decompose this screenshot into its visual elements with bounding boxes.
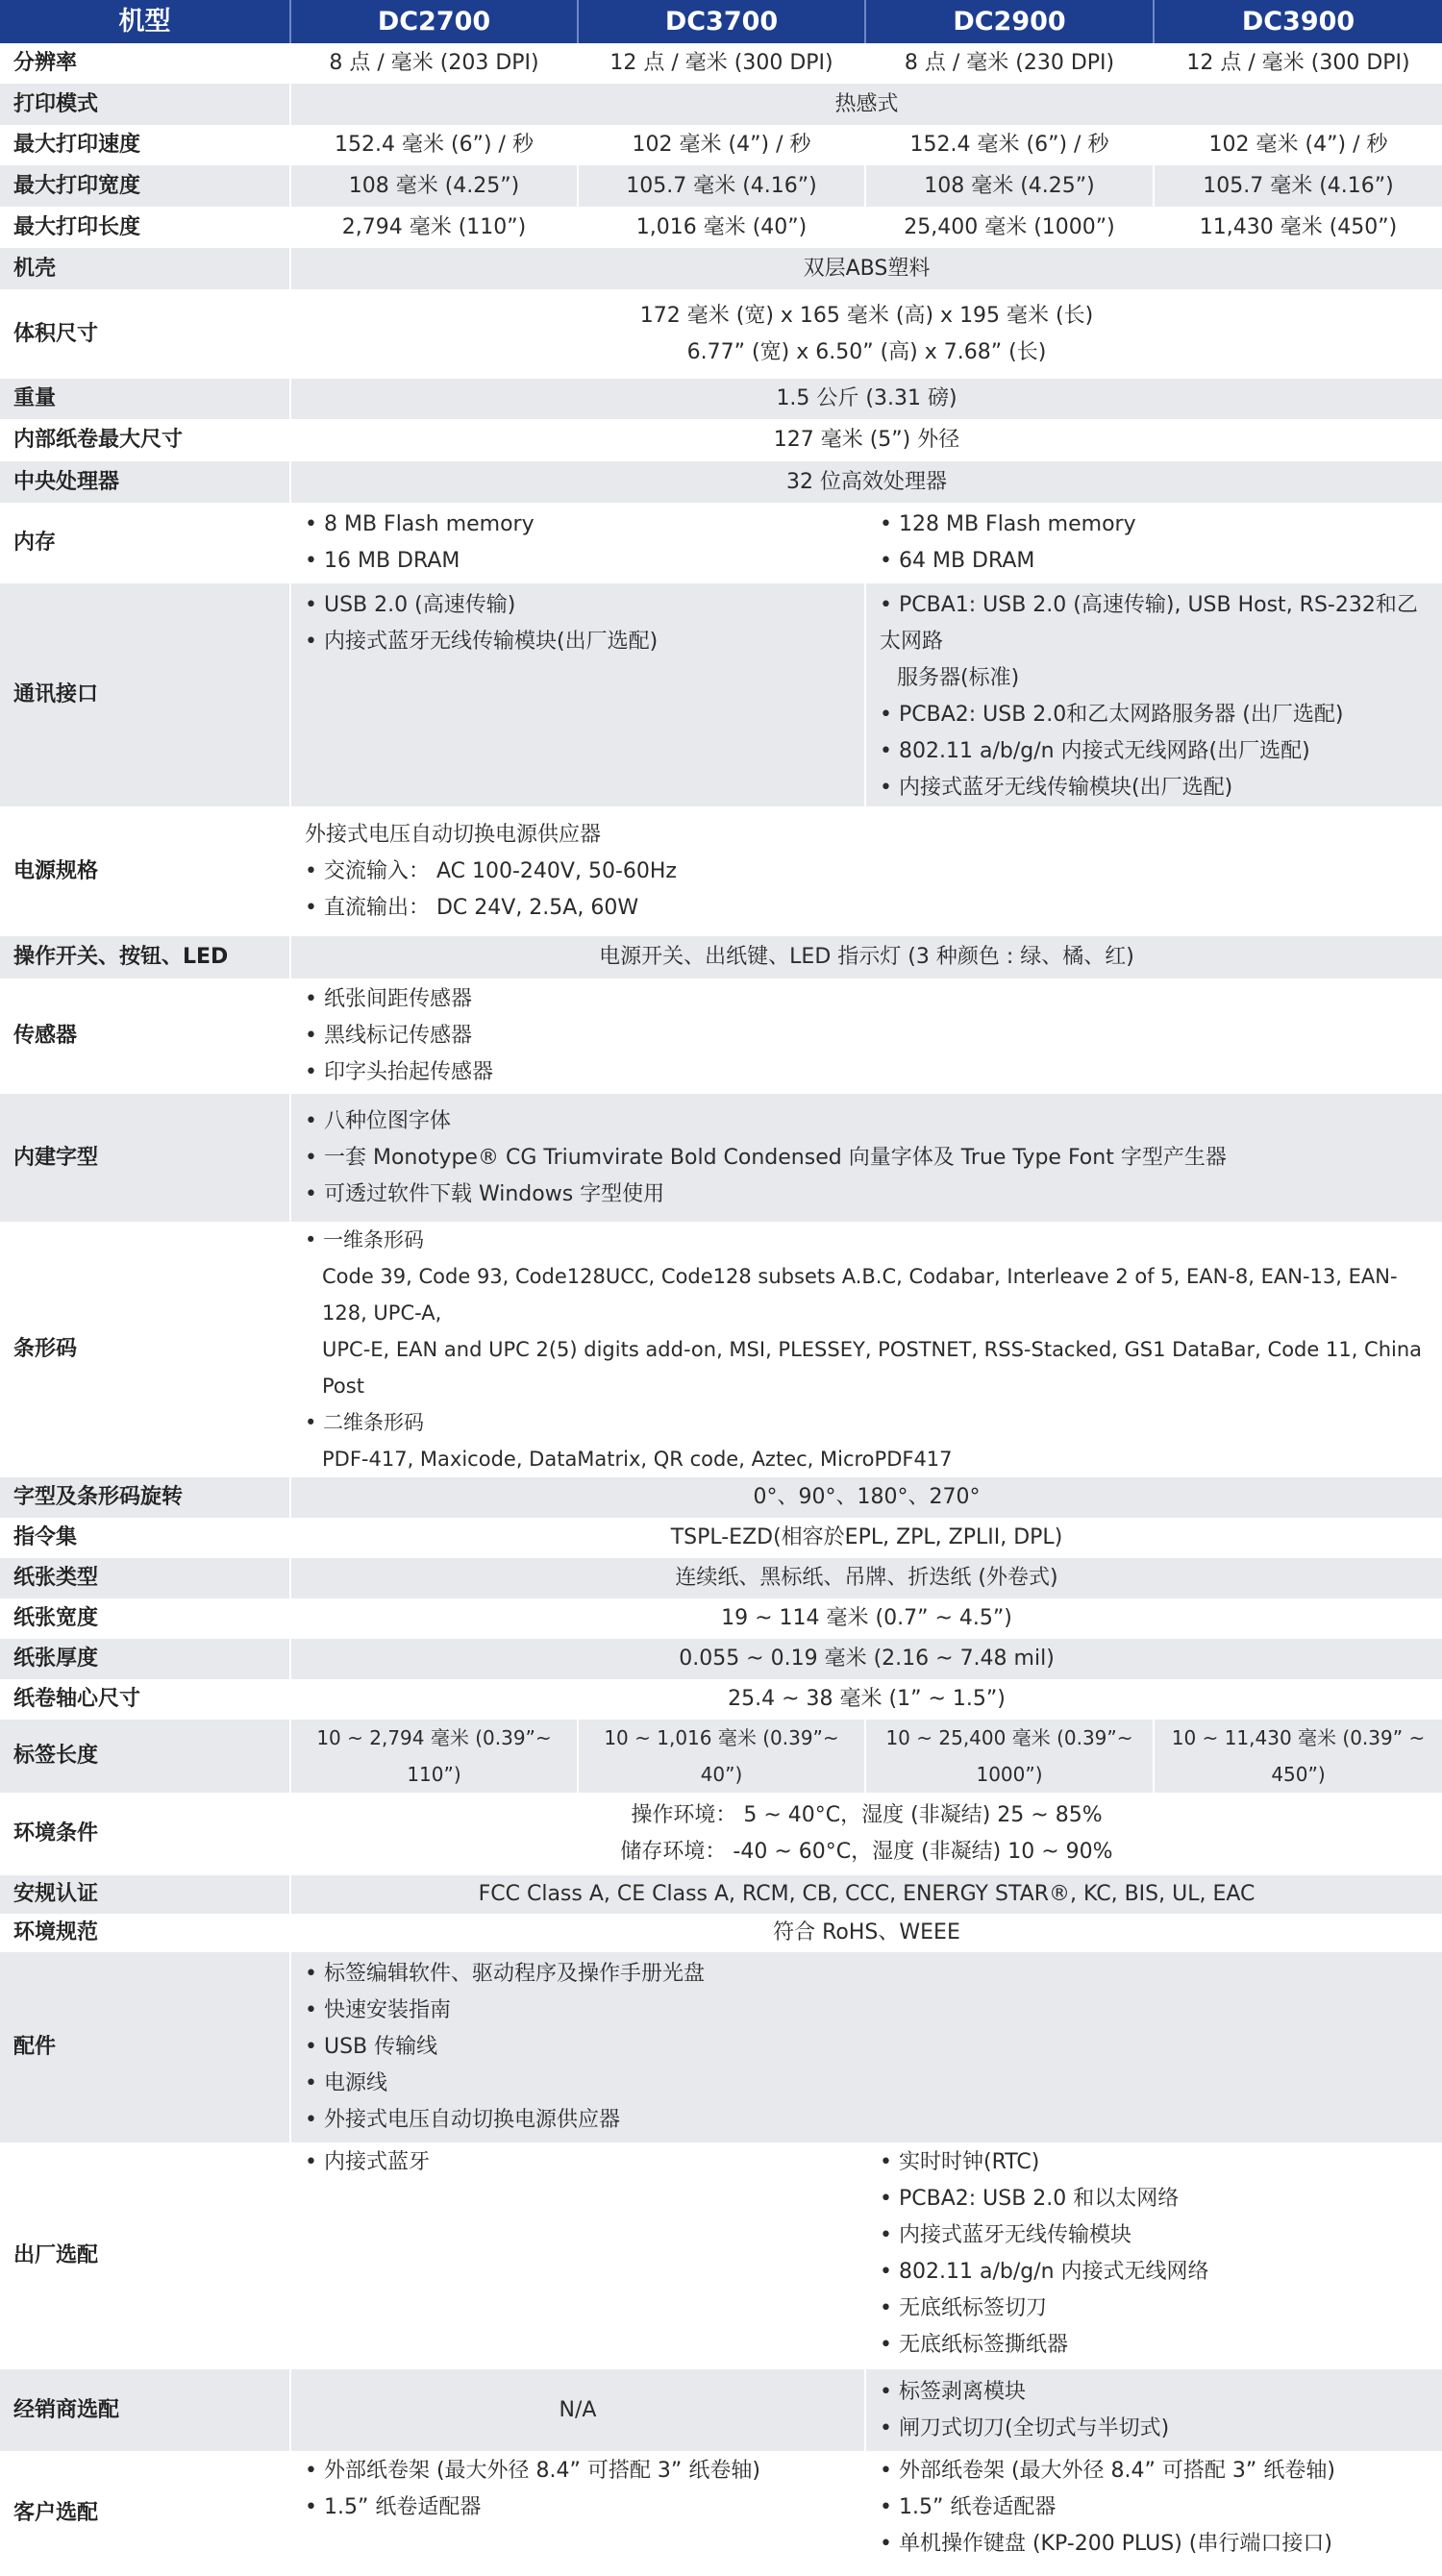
environment-storage: 储存环境： -40 ~ 60°C，湿度 (非凝结) 10 ~ 90% <box>620 1840 1113 1864</box>
weight-value: 1.5 公斤 (3.31 磅) <box>290 379 1442 419</box>
print-length-dc3900: 11,430 毫米 (450”) <box>1154 207 1442 248</box>
list-item: • 纸张间距传感器 <box>305 981 1429 1018</box>
dealer-options-label: 经销商选配 <box>0 2369 290 2451</box>
dimensions-metric: 172 毫米 (宽) x 165 毫米 (高) x 195 毫米 (长) <box>639 303 1094 328</box>
memory-dc2900-dc3900 <box>865 503 1442 583</box>
row-certification <box>0 1875 1442 1914</box>
barcode-value <box>290 1222 1442 1477</box>
row-memory <box>0 503 1442 583</box>
list-item: • 802.11 a/b/g/n 内接式无线网路(出厂选配) <box>880 733 1429 770</box>
row-interface <box>0 583 1442 806</box>
power-supply-line: 外接式电压自动切换电源供应器 <box>305 822 602 847</box>
list-item: • 16 MB DRAM <box>305 543 851 580</box>
list-item: • 标签编辑软件、驱动程序及操作手册光盘 <box>305 1956 1429 1993</box>
row-weight <box>0 379 1442 419</box>
list-item: • 交流输入： AC 100-240V, 50-60Hz <box>305 854 1429 890</box>
print-width-dc2700: 108 毫米 (4.25”) <box>290 165 578 207</box>
list-item: • 标签剥离模块 <box>880 2374 1429 2411</box>
print-width-dc3900: 105.7 毫米 (4.16”) <box>1154 165 1442 207</box>
environment-label: 环境条件 <box>0 1793 290 1875</box>
rotation-value: 0°、90°、180°、270° <box>290 1477 1442 1518</box>
list-item: • 内接式蓝牙无线传输模块(出厂选配) <box>305 624 851 660</box>
row-environment <box>0 1793 1442 1875</box>
environment-value <box>290 1793 1442 1875</box>
controls-value: 电源开关、出纸键、LED 指示灯 (3 种颜色 : 绿、橘、红) <box>290 936 1442 978</box>
list-item: • USB 2.0 (高速传输) <box>305 587 851 624</box>
sensors-value <box>290 978 1442 1094</box>
media-width-value: 19 ~ 114 毫米 (0.7” ~ 4.5”) <box>290 1598 1442 1639</box>
core-value: 25.4 ~ 38 毫米 (1” ~ 1.5”) <box>290 1679 1442 1720</box>
list-item: • 8 MB Flash memory <box>305 507 851 543</box>
media-thickness-value: 0.055 ~ 0.19 毫米 (2.16 ~ 7.48 mil) <box>290 1639 1442 1679</box>
print-length-dc2700: 2,794 毫米 (110”) <box>290 207 578 248</box>
list-item: • 印字头抬起传感器 <box>305 1054 1429 1091</box>
list-item: • 快速安装指南 <box>305 1993 1429 2029</box>
sensors-label: 传感器 <box>0 978 290 1094</box>
print-speed-dc2700: 152.4 毫米 (6”) / 秒 <box>290 125 578 165</box>
power-value <box>290 806 1442 936</box>
fonts-label: 内建字型 <box>0 1094 290 1222</box>
print-speed-label: 最大打印速度 <box>0 125 290 165</box>
customer-options-dc2700-dc3700 <box>290 2451 865 2576</box>
list-item: • 1.5” 纸卷适配器 <box>880 2489 1429 2526</box>
model-dc3900: DC3900 <box>1154 0 1442 43</box>
row-dimensions <box>0 289 1442 379</box>
label-length-dc2900: 10 ~ 25,400 毫米 (0.39”~ 1000”) <box>865 1720 1154 1793</box>
row-compliance <box>0 1914 1442 1952</box>
label-length-dc3900: 10 ~ 11,430 毫米 (0.39” ~ 450”) <box>1154 1720 1442 1793</box>
customer-options-label: 客户选配 <box>0 2451 290 2576</box>
customer-options-dc2900-dc3900 <box>865 2451 1442 2576</box>
print-length-label: 最大打印长度 <box>0 207 290 248</box>
resolution-dc3700: 12 点 / 毫米 (300 DPI) <box>578 43 865 84</box>
list-item: • 外部纸卷架 (最大外径 8.4” 可搭配 3” 纸卷轴) <box>880 2453 1429 2489</box>
list-item: • 无底纸标签撕纸器 <box>880 2327 1429 2364</box>
list-item: • 一套 Monotype® CG Triumvirate Bold Condensed 向量字体及 True Type Font 字型产生器 <box>305 1140 1429 1177</box>
dealer-options-dc2900-dc3900 <box>865 2369 1442 2451</box>
accessories-value <box>290 1952 1442 2143</box>
row-factory-options <box>0 2143 1442 2369</box>
header-model-label: 机型 <box>0 0 290 43</box>
commands-value: TSPL-EZD(相容於EPL, ZPL, ZPLII, DPL) <box>290 1518 1442 1558</box>
list-item-continuation: 服务器(标准) <box>897 666 1020 690</box>
row-barcode <box>0 1222 1442 1477</box>
label-length-label: 标签长度 <box>0 1720 290 1793</box>
compliance-value: 符合 RoHS、WEEE <box>290 1914 1442 1952</box>
power-label: 电源规格 <box>0 806 290 936</box>
rotation-label: 字型及条形码旋转 <box>0 1477 290 1518</box>
dealer-options-dc2700-dc3700: N/A <box>290 2369 865 2451</box>
label-length-dc2700: 10 ~ 2,794 毫米 (0.39”~ 110”) <box>290 1720 578 1793</box>
certification-value: FCC Class A, CE Class A, RCM, CB, CCC, ENERGY STAR®, KC, BIS, UL, EAC <box>290 1875 1442 1914</box>
row-print-speed <box>0 125 1442 165</box>
list-item: • 电源线 <box>305 2066 1429 2102</box>
row-print-length <box>0 207 1442 248</box>
list-item: • 外接式电压自动切换电源供应器 <box>305 2102 1429 2139</box>
print-length-dc2900: 25,400 毫米 (1000”) <box>865 207 1154 248</box>
print-width-dc3700: 105.7 毫米 (4.16”) <box>578 165 865 207</box>
model-dc3700: DC3700 <box>578 0 865 43</box>
cpu-label: 中央处理器 <box>0 461 290 503</box>
list-item: • 外部纸卷架 (最大外径 8.4” 可搭配 3” 纸卷轴) <box>305 2453 851 2489</box>
row-core <box>0 1679 1442 1720</box>
media-width-label: 纸张宽度 <box>0 1598 290 1639</box>
print-speed-dc3700: 102 毫米 (4”) / 秒 <box>578 125 865 165</box>
weight-label: 重量 <box>0 379 290 419</box>
print-width-label: 最大打印宽度 <box>0 165 290 207</box>
list-item: • PCBA2: USB 2.0 和以太网络 <box>880 2181 1429 2217</box>
row-customer-options <box>0 2451 1442 2576</box>
row-power <box>0 806 1442 936</box>
media-type-value: 连续纸、黑标纸、吊牌、折迭纸 (外卷式) <box>290 1558 1442 1598</box>
row-label-length <box>0 1720 1442 1793</box>
print-speed-dc2900: 152.4 毫米 (6”) / 秒 <box>865 125 1154 165</box>
factory-options-dc2900-dc3900 <box>865 2143 1442 2369</box>
controls-label: 操作开关、按钮、LED <box>0 936 290 978</box>
list-item: • 八种位图字体 <box>305 1103 1429 1140</box>
row-rotation <box>0 1477 1442 1518</box>
list-item: • 内接式蓝牙无线传输模块(出厂选配) <box>880 770 1429 806</box>
list-item: • 二维条形码 <box>305 1404 1429 1441</box>
model-dc2900: DC2900 <box>865 0 1154 43</box>
interface-label: 通讯接口 <box>0 583 290 806</box>
model-dc2700: DC2700 <box>290 0 578 43</box>
list-item: • 128 MB Flash memory <box>880 507 1429 543</box>
memory-label: 内存 <box>0 503 290 583</box>
compliance-label: 环境规范 <box>0 1914 290 1952</box>
roll-size-value: 127 毫米 (5”) 外径 <box>290 419 1442 461</box>
list-item: • 1.5” 纸卷适配器 <box>305 2489 851 2526</box>
row-dealer-options <box>0 2369 1442 2451</box>
list-item: • 黑线标记传感器 <box>305 1018 1429 1054</box>
factory-options-label: 出厂选配 <box>0 2143 290 2369</box>
row-accessories <box>0 1952 1442 2143</box>
print-speed-dc3900: 102 毫米 (4”) / 秒 <box>1154 125 1442 165</box>
row-print-width <box>0 165 1442 207</box>
resolution-dc2700: 8 点 / 毫米 (203 DPI) <box>290 43 578 84</box>
housing-value: 双层ABS塑料 <box>290 248 1442 289</box>
cpu-value: 32 位高效处理器 <box>290 461 1442 503</box>
barcode-1d-line: Code 39, Code 93, Code128UCC, Code128 subsets A.B.C, Codabar, Interleave 2 of 5, EAN-8, EAN-13, EAN-128, UPC-A, <box>322 1265 1398 1325</box>
row-cpu <box>0 461 1442 503</box>
barcode-1d-line: UPC-E, EAN and UPC 2(5) digits add-on, MSI, PLESSEY, POSTNET, RSS-Stacked, GS1 DataBar, Code 11, China Post <box>322 1338 1423 1398</box>
list-item: • 直流输出： DC 24V, 2.5A, 60W <box>305 890 1429 927</box>
media-type-label: 纸张类型 <box>0 1558 290 1598</box>
print-length-dc3700: 1,016 毫米 (40”) <box>578 207 865 248</box>
list-item: • 一维条形码 <box>305 1222 1429 1258</box>
interface-dc2900-dc3900 <box>865 583 1442 806</box>
dimensions-value <box>290 289 1442 379</box>
list-item: • USB 传输线 <box>305 2029 1429 2066</box>
list-item: • 内接式蓝牙无线传输模块 <box>880 2217 1429 2254</box>
factory-options-dc2700-dc3700 <box>290 2143 865 2369</box>
commands-label: 指令集 <box>0 1518 290 1558</box>
interface-dc2700-dc3700 <box>290 583 865 806</box>
memory-dc2700-dc3700 <box>290 503 865 583</box>
certification-label: 安规认证 <box>0 1875 290 1914</box>
row-roll-size <box>0 419 1442 461</box>
row-media-thickness <box>0 1639 1442 1679</box>
resolution-dc2900: 8 点 / 毫米 (230 DPI) <box>865 43 1154 84</box>
list-item: • 64 MB DRAM <box>880 543 1429 580</box>
dimensions-imperial: 6.77” (宽) x 6.50” (高) x 7.68” (长) <box>686 339 1047 364</box>
label-length-dc3700: 10 ~ 1,016 毫米 (0.39”~ 40”) <box>578 1720 865 1793</box>
row-fonts <box>0 1094 1442 1222</box>
list-item: • 内接式蓝牙 <box>305 2144 851 2181</box>
core-label: 纸卷轴心尺寸 <box>0 1679 290 1720</box>
row-media-width <box>0 1598 1442 1639</box>
list-item: • PCBA2: USB 2.0和乙太网路服务器 (出厂选配) <box>880 697 1429 733</box>
row-sensors <box>0 978 1442 1094</box>
accessories-label: 配件 <box>0 1952 290 2143</box>
list-item: • 实时时钟(RTC) <box>880 2144 1429 2181</box>
list-item: • 802.11 a/b/g/n 内接式无线网络 <box>880 2254 1429 2291</box>
barcode-label: 条形码 <box>0 1222 290 1477</box>
list-item: • 闸刀式切刀(全切式与半切式) <box>880 2411 1429 2447</box>
fonts-value <box>290 1094 1442 1222</box>
dimensions-label: 体积尺寸 <box>0 289 290 379</box>
roll-size-label: 内部纸卷最大尺寸 <box>0 419 290 461</box>
resolution-dc3900: 12 点 / 毫米 (300 DPI) <box>1154 43 1442 84</box>
resolution-label: 分辨率 <box>0 43 290 84</box>
row-housing <box>0 248 1442 289</box>
list-item: • 单机操作键盘 (KP-200 PLUS) (串行端口接口) <box>880 2526 1429 2563</box>
row-controls <box>0 936 1442 978</box>
row-media-type <box>0 1558 1442 1598</box>
row-print-mode <box>0 84 1442 125</box>
list-item: • 无底纸标签切刀 <box>880 2291 1429 2327</box>
print-mode-label: 打印模式 <box>0 84 290 125</box>
row-commands <box>0 1518 1442 1558</box>
barcode-2d-line: PDF-417, Maxicode, DataMatrix, QR code, Aztec, MicroPDF417 <box>322 1448 953 1471</box>
list-item: • 可透过软件下载 Windows 字型使用 <box>305 1177 1429 1213</box>
list-item: • PCBA1: USB 2.0 (高速传输), USB Host, RS-232和乙太网路 <box>880 587 1429 660</box>
environment-operating: 操作环境： 5 ~ 40°C，湿度 (非凝结) 25 ~ 85% <box>631 1803 1103 1827</box>
row-resolution <box>0 43 1442 84</box>
header-row <box>0 0 1442 43</box>
print-width-dc2900: 108 毫米 (4.25”) <box>865 165 1154 207</box>
print-mode-value: 热感式 <box>290 84 1442 125</box>
media-thickness-label: 纸张厚度 <box>0 1639 290 1679</box>
housing-label: 机壳 <box>0 248 290 289</box>
